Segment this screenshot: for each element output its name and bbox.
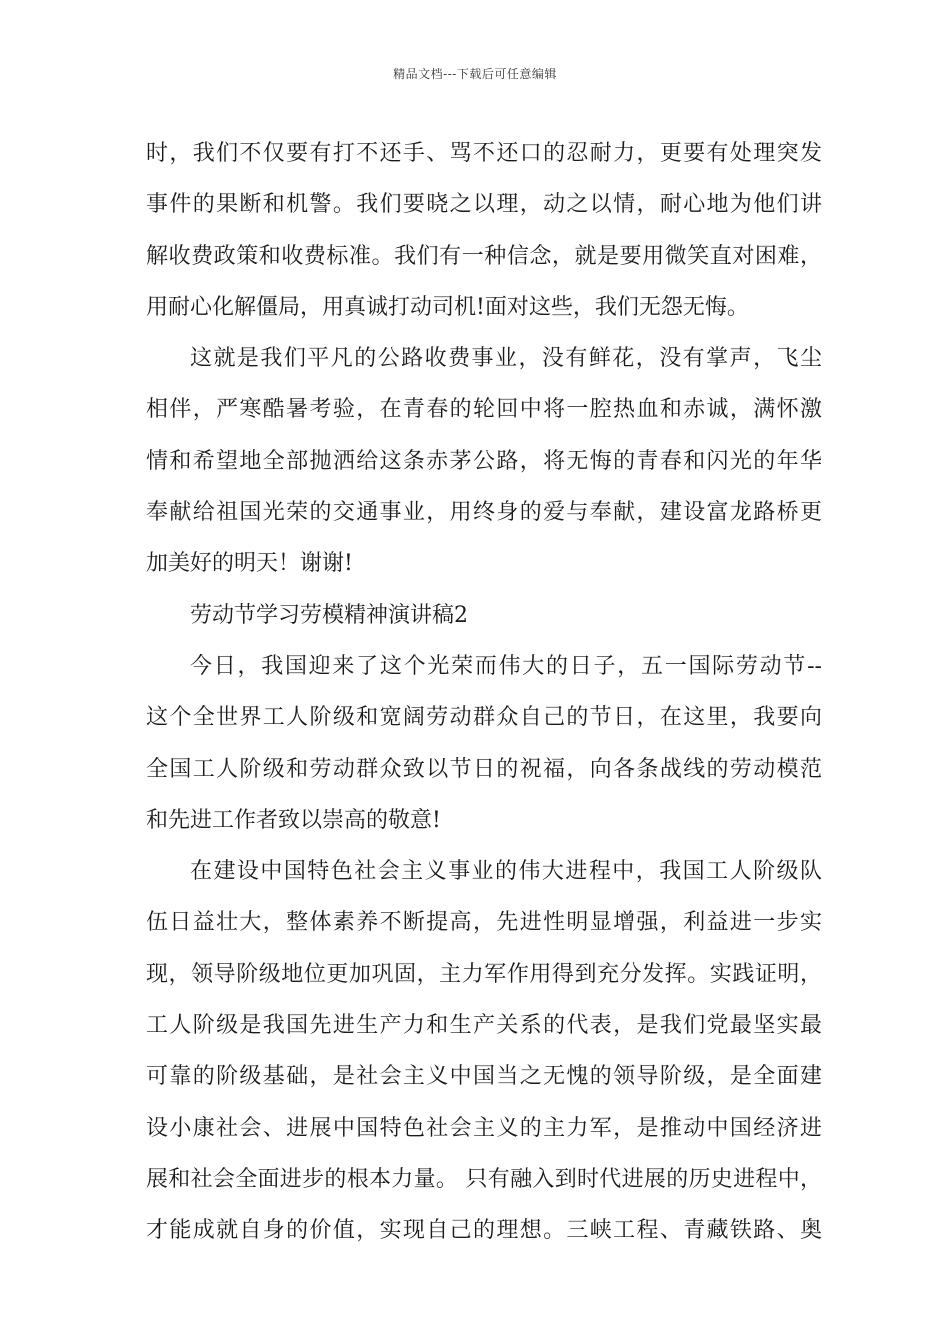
text-line: 解收费政策和收费标准。我们有一种信念，就是要用微笑直对困难， <box>146 243 822 269</box>
text-line: 现，领导阶级地位更加巩固，主力军作用得到充分发挥。实践证明， <box>146 961 822 987</box>
text-line: 情和希望地全部抛洒给这条赤茅公路，将无悔的青春和闪光的年华 <box>146 448 822 474</box>
text-line: 设小康社会、进展中国特色社会主义的主力军，是推动中国经济进 <box>146 1115 822 1141</box>
text-line: 相伴，严寒酷暑考验，在青春的轮回中将一腔热血和赤诚，满怀激 <box>146 397 822 423</box>
text-line: 奉献给祖国光荣的交通事业，用终身的爱与奉献，建设富龙路桥更 <box>146 500 822 526</box>
text-line: 时，我们不仅要有打不还手、骂不还口的忍耐力，更要有处理突发 <box>146 141 822 166</box>
text-line: 才能成就自身的价值，实现自己的理想。三峡工程、青藏铁路、奥 <box>146 1218 822 1244</box>
text-line: 伍日益壮大，整体素养不断提高，先进性明显增强，利益进一步实 <box>146 910 822 936</box>
text-line: 用耐心化解僵局，用真诚打动司机!面对这些，我们无怨无悔。 <box>146 294 749 320</box>
document-body <box>146 128 822 1257</box>
text-line: 事件的果断和机警。我们要晓之以理，动之以情，耐心地为他们讲 <box>146 192 822 218</box>
section-heading: 劳动节学习劳模精神演讲稿2 <box>190 602 468 628</box>
text-line: 和先进工作者致以崇高的敬意! <box>146 807 441 833</box>
page-header: 精品文档---下载后可任意编辑 <box>393 67 557 81</box>
text-line: 全国工人阶级和劳动群众致以节日的祝福，向各条战线的劳动模范 <box>146 756 822 782</box>
text-line: 加美好的明天！谢谢! <box>146 551 353 577</box>
text-line: 工人阶级是我国先进生产力和生产关系的代表，是我们党最坚实最 <box>146 1013 822 1039</box>
paragraph-first-line: 在建设中国特色社会主义事业的伟大进程中，我国工人阶级队 <box>190 859 822 885</box>
paragraph-first-line: 今日，我国迎来了这个光荣而伟大的日子，五一国际劳动节-- <box>190 653 822 679</box>
text-line: 展和社会全面进步的根本力量。 只有融入到时代进展的历史进程中， <box>146 1166 822 1192</box>
paragraph-first-line: 这就是我们平凡的公路收费事业，没有鲜花，没有掌声，飞尘 <box>190 346 822 372</box>
text-line: 可靠的阶级基础，是社会主义中国当之无愧的领导阶级，是全面建 <box>146 1064 822 1090</box>
text-line: 这个全世界工人阶级和宽阔劳动群众自己的节日，在这里，我要向 <box>146 705 822 731</box>
